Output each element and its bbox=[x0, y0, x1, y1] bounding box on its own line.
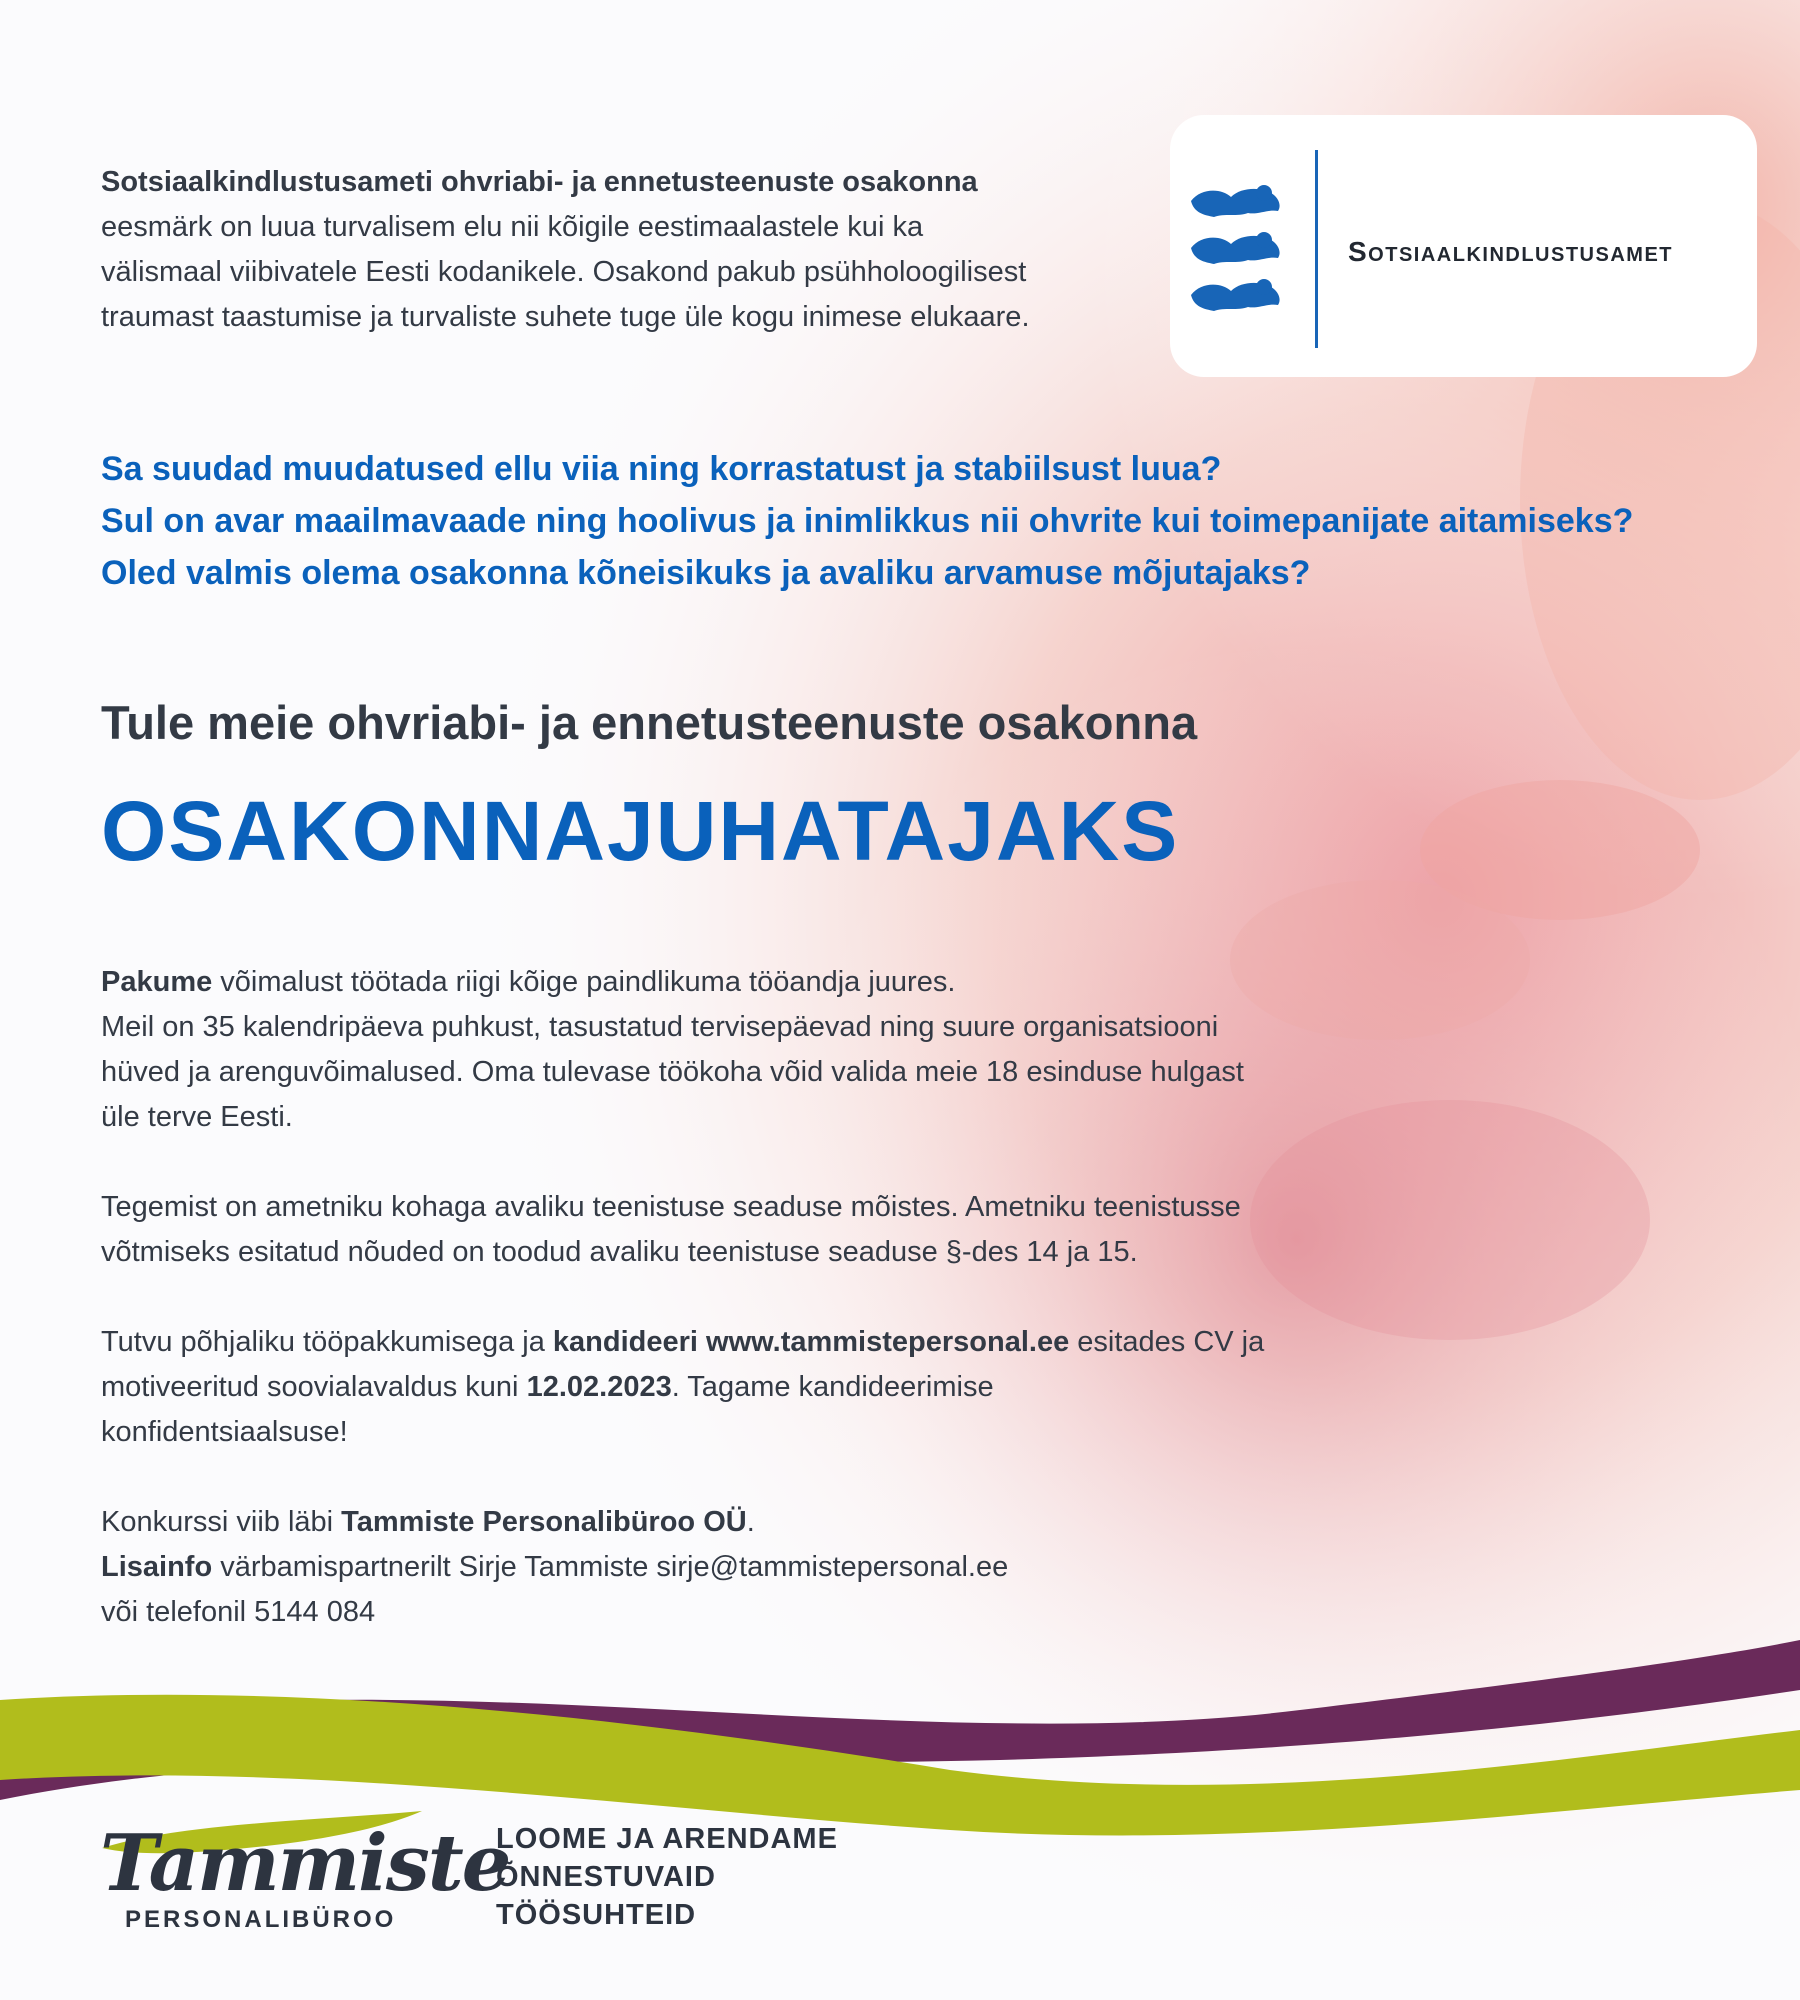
contact-text-2: . bbox=[746, 1506, 755, 1538]
offer-line-4: üle terve Eesti. bbox=[101, 1101, 293, 1133]
contact-phone[interactable]: või telefonil 5144 084 bbox=[101, 1596, 376, 1628]
legal-paragraph bbox=[101, 1185, 1431, 1275]
legal-line-1: Tegemist on ametniku kohaga avaliku teenistuse seaduse mõistes. Ametniku teenistusse bbox=[101, 1191, 1241, 1223]
question-3: Oled valmis olema osakonna kõneisikuks ja avaliku arvamuse mõjutajaks? bbox=[101, 554, 1311, 592]
question-1: Sa suudad muudatused ellu viia ning korrastatust ja stabiilsust luua? bbox=[101, 450, 1222, 488]
intro-line-2: välismaal viibivatele Eesti kodanikele. Osakond pakub psühholoogilisest bbox=[101, 256, 1027, 288]
contact-paragraph bbox=[101, 1500, 1431, 1635]
tammiste-logo-sub: PERSONALIBÜROO bbox=[125, 1906, 397, 1933]
tammiste-logo: Tammiste bbox=[100, 1818, 510, 1909]
contact-text-1: Konkurssi viib läbi bbox=[101, 1506, 342, 1538]
lead-heading: Tule meie ohvriabi- ja ennetusteenuste osakonna bbox=[101, 696, 1198, 749]
slogan-line-1: LOOME JA ARENDAME bbox=[496, 1823, 838, 1855]
offer-line-2: Meil on 35 kalendripäeva puhkust, tasustatud tervisepäevad ning suure organisatsiooni bbox=[101, 1011, 1219, 1043]
intro-line-3: traumast taastumise ja turvaliste suhete tuge üle kogu inimese elukaare. bbox=[101, 301, 1030, 333]
offer-line-1: võimalust töötada riigi kõige paindlikuma tööandja juures. bbox=[212, 966, 956, 998]
contact-email[interactable]: värbamispartnerilt Sirje Tammiste sirje@tammistepersonal.ee bbox=[212, 1551, 1009, 1583]
slogan-line-3: TÖÖSUHTEID bbox=[496, 1899, 697, 1931]
apply-text-1: Tutvu põhjaliku tööpakkumisega ja bbox=[101, 1326, 553, 1358]
intro-line-1: eesmärk on luua turvalisem elu nii kõigile eestimaalastele kui ka bbox=[101, 211, 924, 243]
company-name: Tammiste Personalibüroo OÜ bbox=[341, 1506, 747, 1538]
offer-bold: Pakume bbox=[101, 966, 213, 998]
intro-paragraph bbox=[101, 160, 1141, 340]
offer-line-3: hüved ja arenguvõimalused. Oma tulevase töökoha võid valida meie 18 esinduse hulgast bbox=[101, 1056, 1244, 1088]
intro-bold: Sotsiaalkindlustusameti ohvriabi- ja ennetusteenuste osakonna bbox=[101, 166, 978, 198]
apply-text-2: esitades CV ja bbox=[1069, 1326, 1265, 1358]
legal-line-2: võtmiseks esitatud nõuded on toodud avaliku teenistuse seaduse §-des 14 ja 15. bbox=[101, 1236, 1138, 1268]
apply-paragraph bbox=[101, 1320, 1431, 1455]
offer-paragraph bbox=[101, 960, 1431, 1140]
question-2: Sul on avar maailmavaade ning hoolivus ja inimlikkus nii ohvrite kui toimepanijate aitamiseks? bbox=[101, 502, 1634, 540]
slogan bbox=[496, 1820, 838, 1934]
slogan-line-2: ÕNNESTUVAID bbox=[496, 1861, 716, 1893]
apply-text-4: . Tagame kandideerimise bbox=[671, 1371, 994, 1403]
body-text bbox=[101, 960, 1431, 1680]
apply-text-5: konfidentsiaalsuse! bbox=[101, 1416, 348, 1448]
questions-block bbox=[101, 443, 1761, 599]
deadline: 12.02.2023 bbox=[526, 1371, 672, 1403]
logo-divider bbox=[1315, 150, 1318, 348]
apply-text-3: motiveeritud soovialavaldus kuni bbox=[101, 1371, 527, 1403]
job-title: OSAKONNAJUHATAJAKS bbox=[101, 784, 1180, 878]
three-lions-crest-icon bbox=[1186, 183, 1286, 319]
lisainfo-label: Lisainfo bbox=[101, 1551, 213, 1583]
apply-link[interactable]: kandideeri www.tammistepersonal.ee bbox=[552, 1326, 1070, 1358]
logo-name: Sotsiaalkindlustusamet bbox=[1348, 236, 1673, 267]
